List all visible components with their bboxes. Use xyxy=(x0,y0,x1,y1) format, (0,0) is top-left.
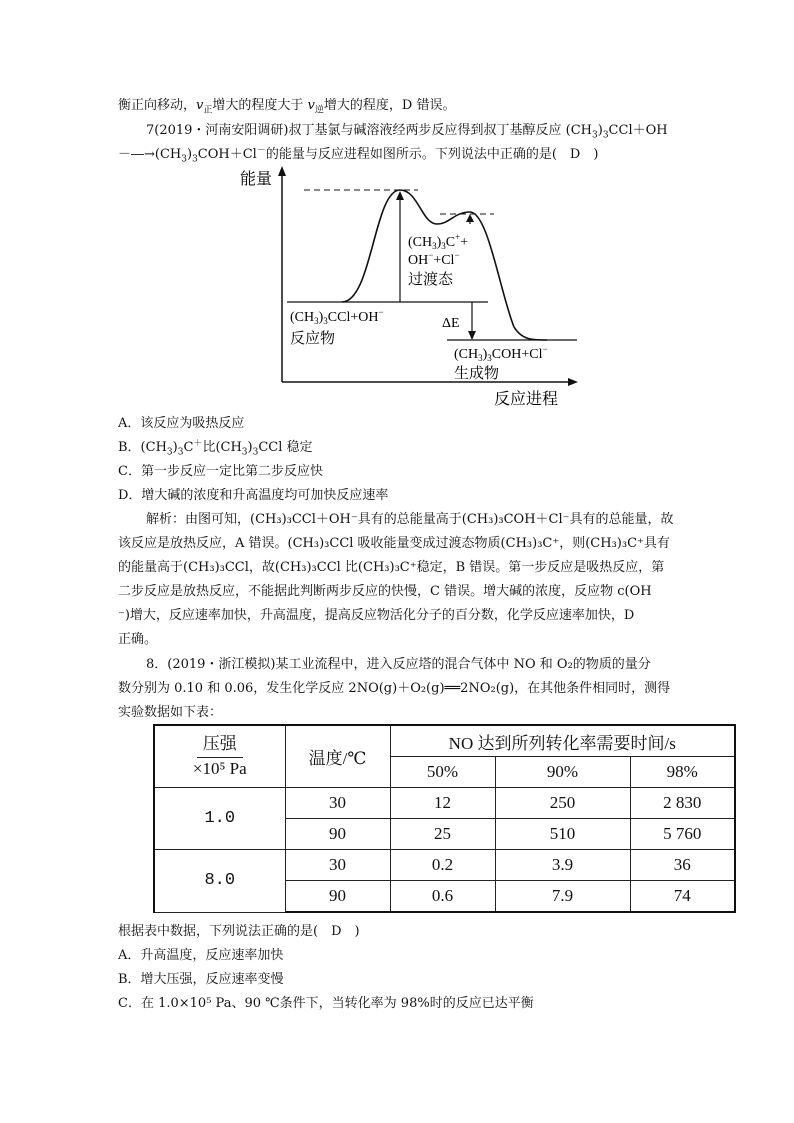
cell-90: 3.9 xyxy=(495,850,630,881)
reactants-label: 反应物 xyxy=(290,329,336,347)
header-98: 98% xyxy=(630,757,735,788)
header-time: NO 达到所列转化率需要时间/s xyxy=(390,725,735,757)
analysis-line1: 解析：由图可知，(CH₃)₃CCl＋OH⁻具有的总能量高于(CH₃)₃COH＋Cl⁻具有的总能量，故 xyxy=(146,512,674,527)
cell-90: 250 xyxy=(495,788,630,819)
pressure-cell: 8.0 xyxy=(154,850,285,913)
cell-98: 5 760 xyxy=(630,819,735,850)
question-7-line2: $-―\to(CH_3)_3COH+Cl^-$的能量与反应进程如图所示。下列说法中正确的是( D ) xyxy=(118,146,599,164)
option-8c: C．在 1.0×10⁵ Pa、90 ℃条件下，当转化率为 98%时的反应已达平衡 xyxy=(118,996,534,1011)
x-axis-label: 反应进程 xyxy=(494,389,559,408)
products-label: 生成物 xyxy=(454,364,500,382)
option-7b: B．$(CH_3)_3C^+$比$(CH_3)_3CCl$ 稳定 xyxy=(118,439,313,457)
pressure-cell: 1.0 xyxy=(154,788,285,850)
temp-cell: 30 xyxy=(285,788,390,819)
option-7c: C．第一步反应一定比第二步反应快 xyxy=(118,464,323,479)
cell-90: 510 xyxy=(495,819,630,850)
cell-98: 2 830 xyxy=(630,788,735,819)
analysis-line3: 的能量高于(CH₃)₃CCl，故(CH₃)₃CCl 比(CH₃)₃C⁺稳定，B 错误。第一步反应是吸热反应，第 xyxy=(118,560,665,575)
y-axis-label: 能量 xyxy=(240,169,273,188)
transition-state-label: 过渡态 xyxy=(408,270,454,288)
activation-arrowhead-2 xyxy=(466,214,474,222)
question-8-line2: 数分别为 0.10 和 0.06，发生化学反应 2NO(g)＋O₂(g)══2NO₂(g)，在其他条件相同时，测得 xyxy=(118,681,671,696)
table-row xyxy=(154,788,735,819)
header-temperature: 温度/℃ xyxy=(285,725,390,788)
cell-98: 74 xyxy=(630,881,735,913)
x-axis-arrow xyxy=(568,378,578,386)
question-8-line3: 实验数据如下表： xyxy=(118,705,223,720)
svg-text:OH−+Cl−: OH−+Cl− xyxy=(408,250,460,268)
option-7a: A．该反应为吸热反应 xyxy=(118,416,245,431)
header-pressure: 压强 ×10⁵ Pa xyxy=(154,725,285,788)
header-50: 50% xyxy=(390,757,495,788)
svg-text:(CH3)3C++: $(CH_3)_3C^++$ xyxy=(408,232,469,251)
question-7-line1: 7(2019・河南安阳调研)叔丁基氯与碱溶液经两步反应得到叔丁基醇反应 $(CH_3)_3CCl+OH$ xyxy=(146,123,668,140)
option-7d: D．增大碱的浓度和升高温度均可加快反应速率 xyxy=(118,488,389,503)
cell-50: 0.2 xyxy=(390,850,495,881)
products-formula: $(CH_3)_3COH+Cl^-$ xyxy=(454,344,548,363)
intro-line: 衡正向移动，$v_正$增大的程度大于 $v_逆$增大的程度，D 错误。 xyxy=(118,98,456,115)
option-8a: A．升高温度，反应速率加快 xyxy=(118,948,284,963)
data-table xyxy=(153,724,736,913)
question-8-prompt: 根据表中数据，下列说法正确的是( D ) xyxy=(118,924,360,939)
header-90: 90% xyxy=(495,757,630,788)
cell-90: 7.9 xyxy=(495,881,630,913)
y-axis-arrow xyxy=(278,166,286,176)
analysis-line6: 正确。 xyxy=(118,632,158,647)
transition-state-formula xyxy=(408,232,468,268)
cell-50: 25 xyxy=(390,819,495,850)
analysis-line5: ⁻)增大，反应速率加快，升高温度，提高反应物活化分子的百分数，化学反应速率加快，D xyxy=(118,608,635,623)
reactants-formula: $(CH_3)_3CCl+OH^-$ xyxy=(290,307,384,326)
energy-diagram xyxy=(232,162,582,410)
question-8-line1: 8．(2019・浙江模拟)某工业流程中，进入反应塔的混合气体中 NO 和 O₂的物质的量分 xyxy=(146,657,651,672)
analysis-line4: 二步反应是放热反应，不能据此判断两步反应的快慢，C 错误。增大碱的浓度，反应物 c(OH xyxy=(118,584,652,599)
table-row xyxy=(154,850,735,881)
delta-e-arrowhead xyxy=(468,331,476,340)
option-8b: B．增大压强，反应速率变慢 xyxy=(118,972,284,987)
analysis-line2: 该反应是放热反应，A 错误。(CH₃)₃CCl 吸收能量变成过渡态物质(CH₃)₃C⁺，则(CH₃)₃C⁺具有 xyxy=(118,536,670,551)
cell-50: 12 xyxy=(390,788,495,819)
temp-cell: 90 xyxy=(285,881,390,913)
activation-arrowhead-1 xyxy=(396,191,404,200)
delta-e-label: ΔE xyxy=(442,316,460,331)
temp-cell: 90 xyxy=(285,819,390,850)
cell-98: 36 xyxy=(630,850,735,881)
cell-50: 0.6 xyxy=(390,881,495,913)
temp-cell: 30 xyxy=(285,850,390,881)
